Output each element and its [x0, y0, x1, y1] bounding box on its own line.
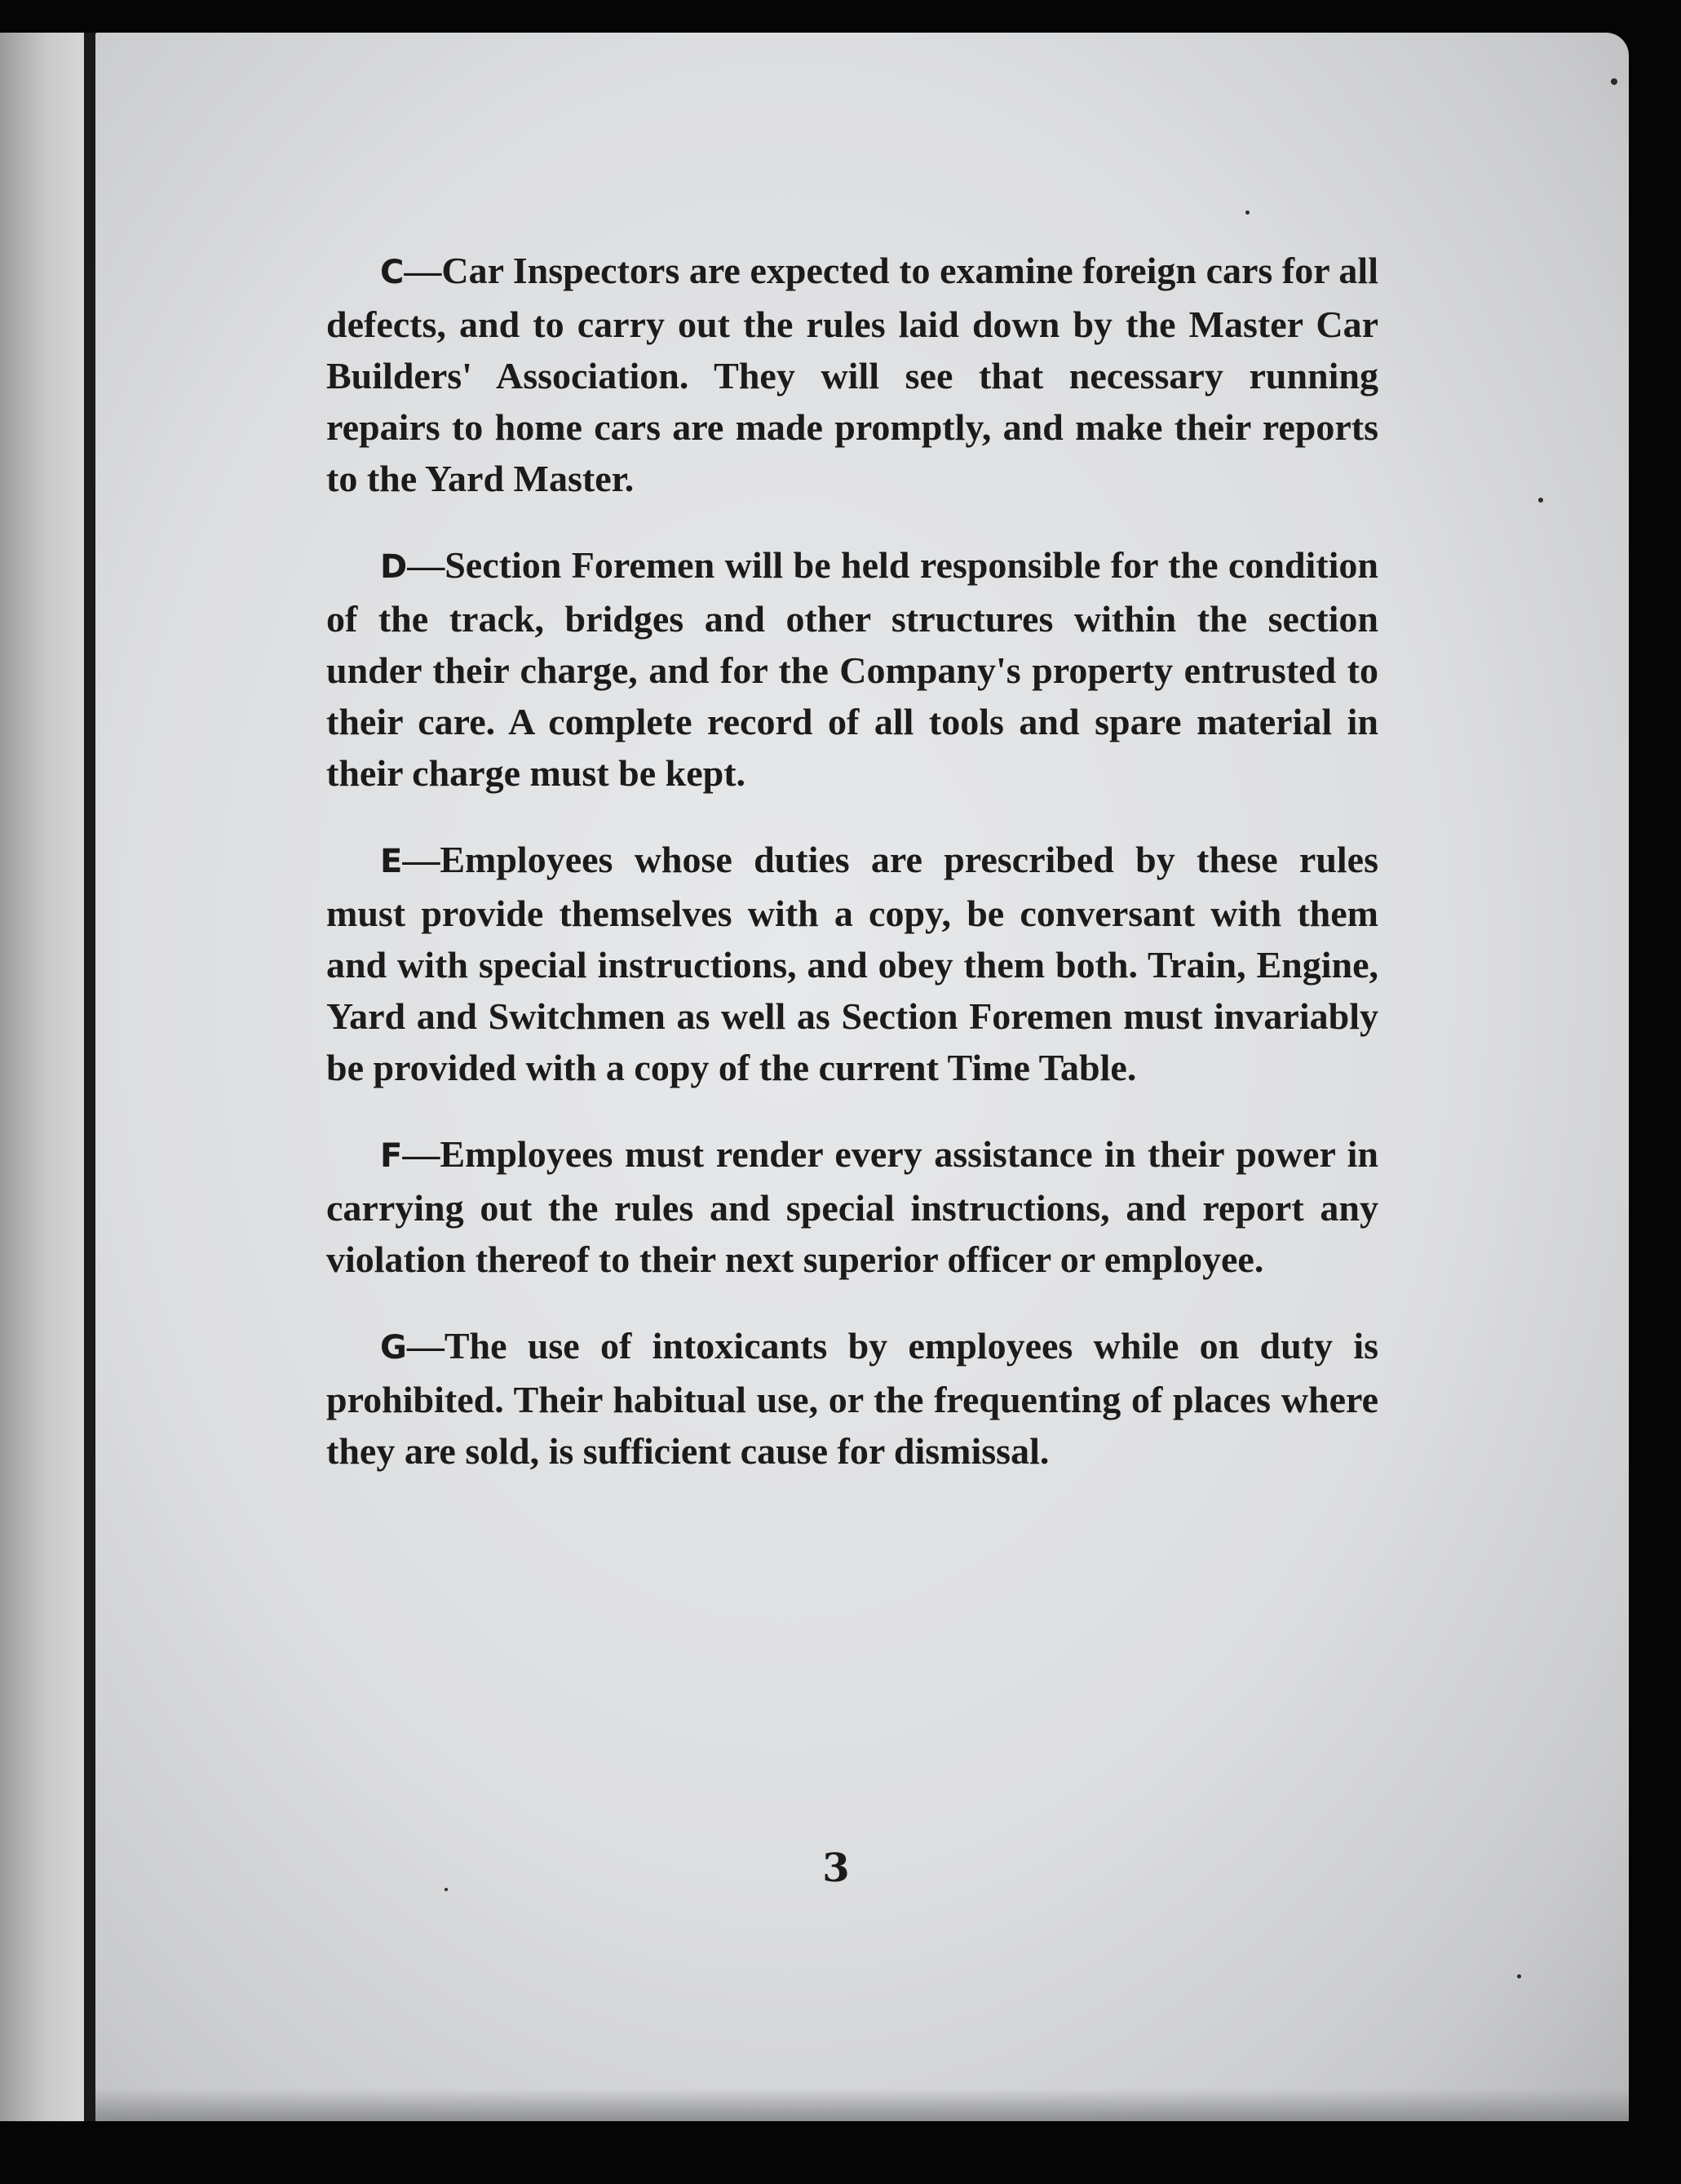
rule-letter: G [380, 1329, 407, 1367]
rule-paragraph-f [326, 1128, 1378, 1285]
rule-paragraph-d [326, 539, 1378, 799]
rule-text: —Car Inspectors are expected to examine foreign cars for all defects, and to carry out the rules laid down by the Master Car Builders' Association. They will see that necessary running repairs to home cars are made promptly, and make their reports to the Yard Master. [326, 250, 1378, 499]
rule-text: —Employees must render every assistance in their power in carrying out the rules and special instructions, and report any violation thereof to their next superior officer or employee. [326, 1133, 1378, 1280]
paper-speck [1517, 1974, 1521, 1978]
paper-speck [445, 1888, 448, 1891]
rule-text: —Employees whose duties are prescribed by these rules must provide themselves with a copy, be conversant with them and with special instructions, and obey them both. Train, Engine, Yard and Switchmen as well as Section Foremen must invariably be provided with a copy of the current Time Table. [326, 839, 1378, 1088]
rule-paragraph-g [326, 1320, 1378, 1477]
rules-text [326, 245, 1378, 1512]
rule-letter: C [380, 254, 405, 291]
page-number: 3 [822, 1845, 850, 1891]
rule-text: —Section Foremen will be held responsible for the condition of the track, bridges and other structures within the section under their charge, and for the Company's property entrusted to their care. A complete record of all tools and spare material in their charge must be kept. [326, 544, 1378, 794]
rule-letter: E [380, 843, 403, 880]
rule-paragraph-e [326, 834, 1378, 1093]
page-bottom-shadow [95, 2089, 1629, 2121]
rule-letter: F [380, 1137, 403, 1175]
paper-speck [1538, 498, 1543, 503]
rule-text: —The use of intoxicants by employees while on duty is prohibited. Their habitual use, or the frequenting of places where they are sold, is sufficient cause for dismissal. [326, 1325, 1378, 1472]
rule-paragraph-c [326, 245, 1378, 504]
book-spine [84, 33, 95, 2121]
paper-speck [1611, 78, 1617, 85]
rule-letter: D [380, 548, 408, 586]
paper-speck [1245, 210, 1250, 215]
facing-page-edge [0, 33, 84, 2121]
